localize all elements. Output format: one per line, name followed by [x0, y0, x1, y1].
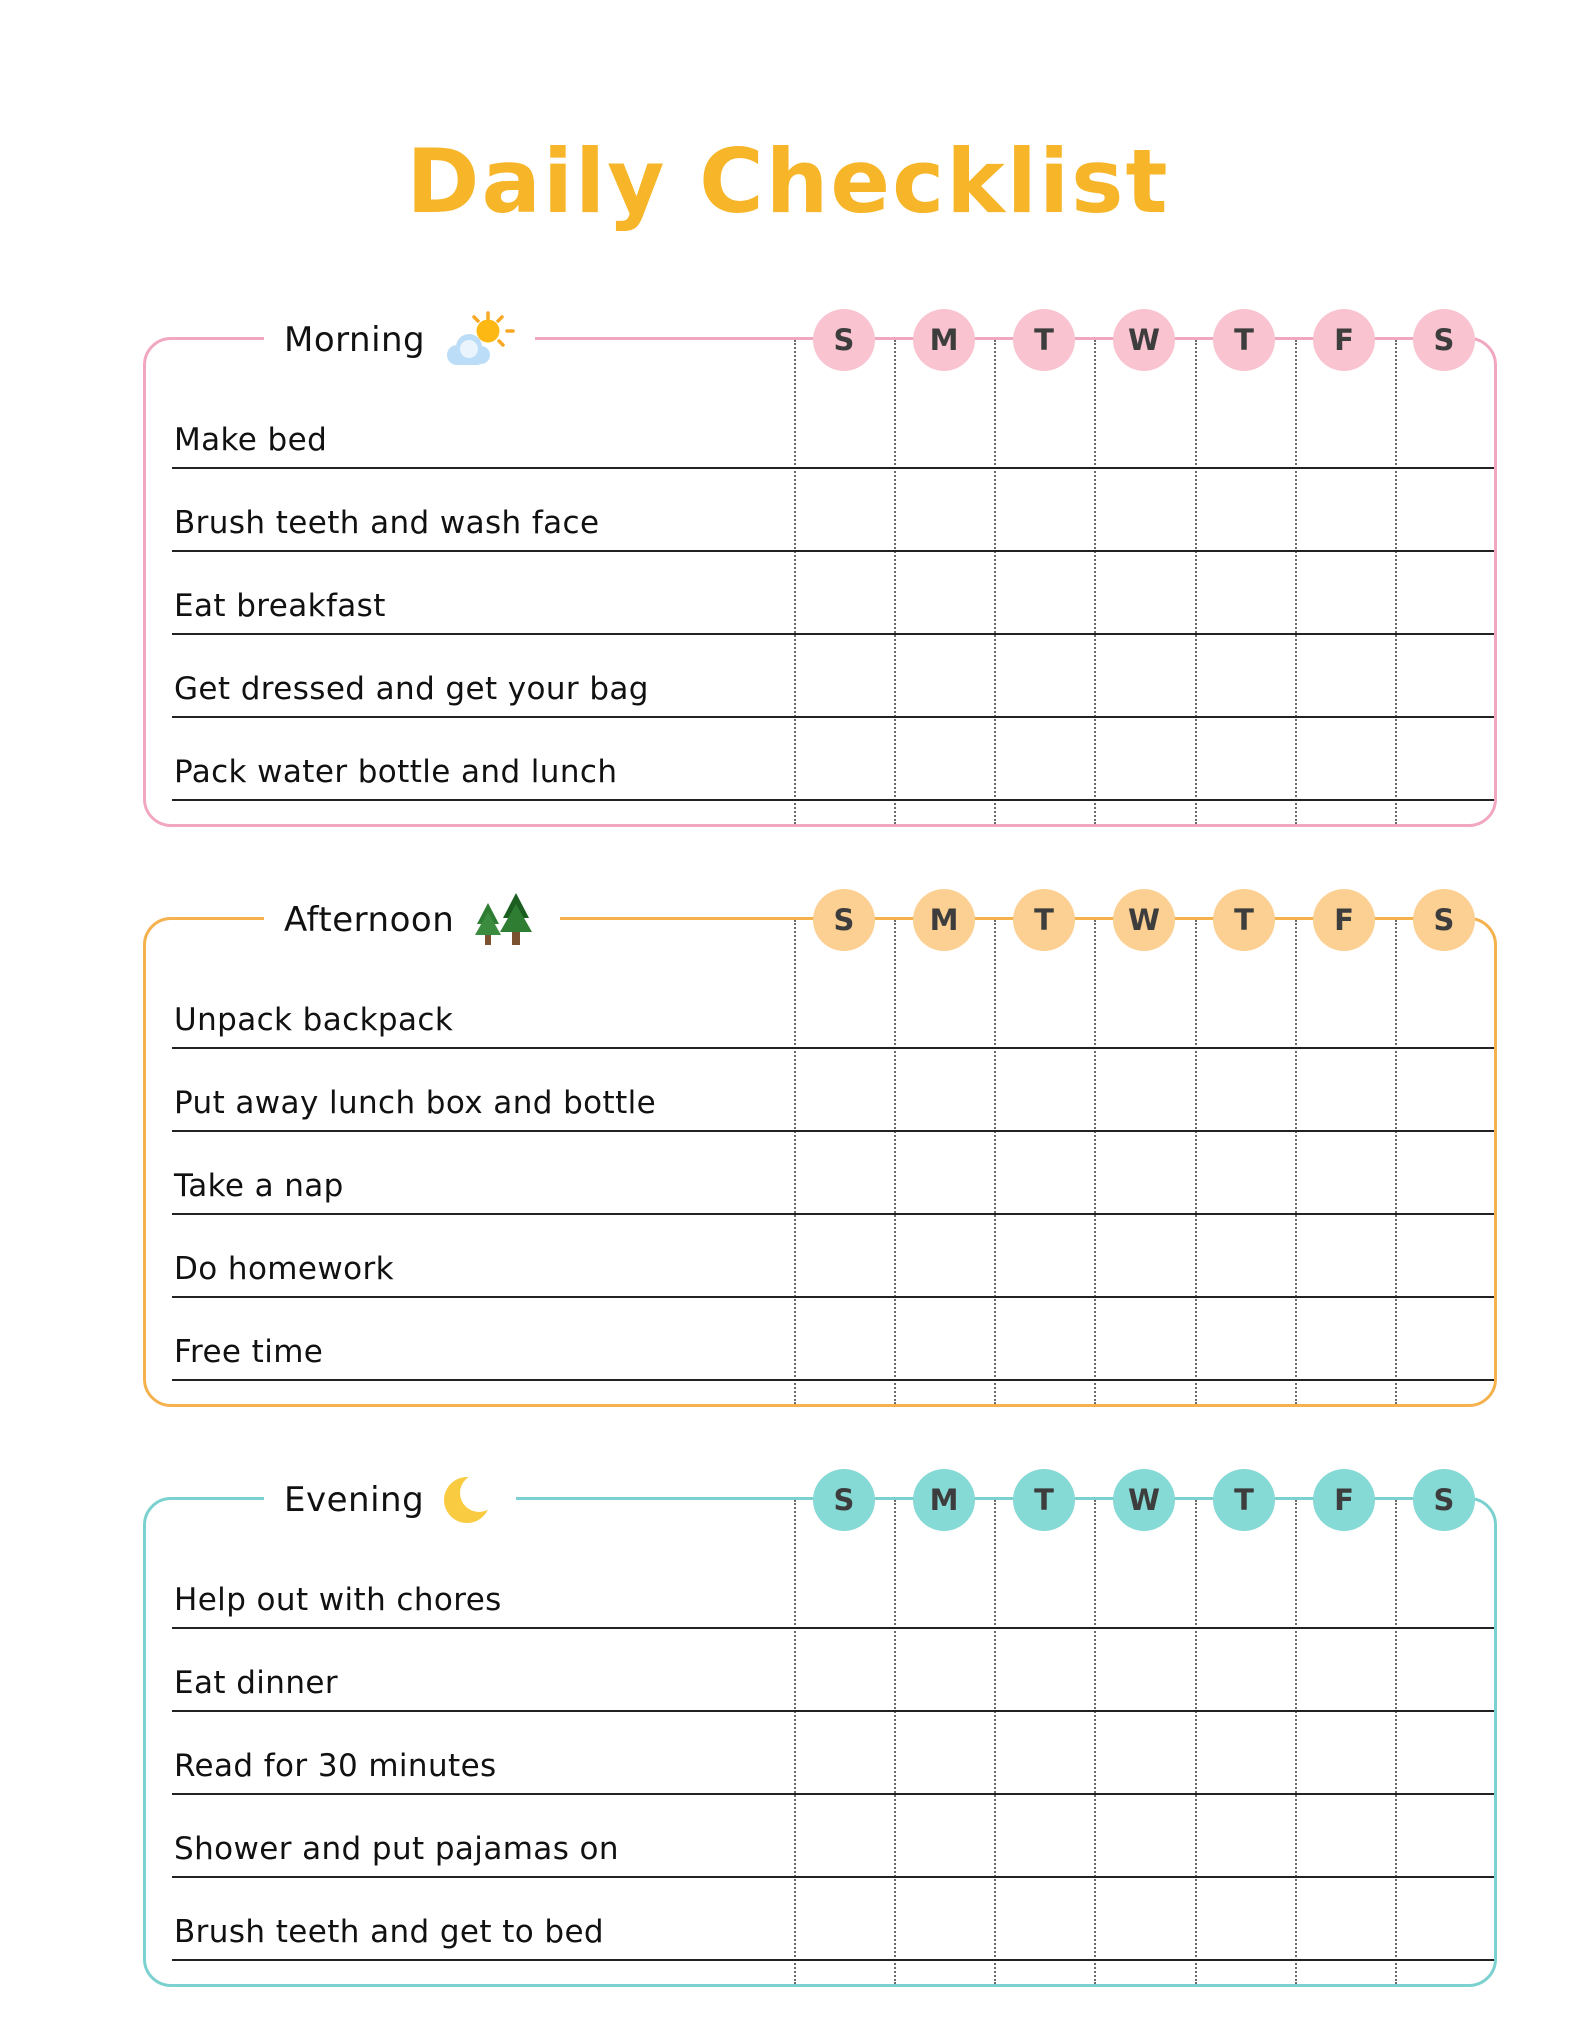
- day-circle-wed: W: [1113, 889, 1175, 951]
- day-circle-mon: M: [913, 309, 975, 371]
- day-cell: [1094, 309, 1194, 371]
- task-row: [172, 1298, 1494, 1381]
- task-label: Eat dinner: [174, 1665, 338, 1701]
- day-cell: [1194, 889, 1294, 951]
- task-row: [172, 552, 1494, 635]
- page-title: Daily Checklist: [406, 130, 1170, 233]
- morning-header: [264, 310, 535, 370]
- day-circle-fri: F: [1313, 309, 1375, 371]
- morning-title: Morning: [284, 320, 426, 360]
- day-cell: [894, 1469, 994, 1531]
- task-row: [172, 1795, 1494, 1878]
- task-label: Shower and put pajamas on: [174, 1831, 619, 1867]
- task-row: [172, 469, 1494, 552]
- day-cell: [994, 889, 1094, 951]
- day-circle-thu: T: [1213, 889, 1275, 951]
- day-cell: [1094, 1469, 1194, 1531]
- day-circle-sat: S: [1413, 1469, 1475, 1531]
- task-row: [172, 966, 1494, 1049]
- task-row: [172, 1215, 1494, 1298]
- task-label: Get dressed and get your bag: [174, 671, 649, 707]
- day-circle-fri: F: [1313, 889, 1375, 951]
- day-cell: [1394, 889, 1494, 951]
- day-cell: [1194, 309, 1294, 371]
- day-circle-sun: S: [813, 1469, 875, 1531]
- afternoon-title: Afternoon: [284, 900, 455, 940]
- day-cell: [1294, 309, 1394, 371]
- afternoon-day-header: [794, 889, 1494, 951]
- day-cell: [1294, 889, 1394, 951]
- day-cell: [1394, 1469, 1494, 1531]
- morning-day-header: [794, 309, 1494, 371]
- day-circle-tue: T: [1013, 889, 1075, 951]
- task-label: Free time: [174, 1334, 324, 1370]
- day-circle-tue: T: [1013, 309, 1075, 371]
- afternoon-header: [264, 890, 560, 950]
- day-cell: [1194, 1469, 1294, 1531]
- task-row: [172, 1546, 1494, 1629]
- task-label: Read for 30 minutes: [174, 1748, 497, 1784]
- sun-cloud-icon: [441, 311, 515, 369]
- task-row: [172, 1132, 1494, 1215]
- task-row: [172, 635, 1494, 718]
- afternoon-task-list: [146, 966, 1494, 1381]
- evening-header: [264, 1470, 516, 1530]
- task-row: [172, 1712, 1494, 1795]
- task-row: [172, 1049, 1494, 1132]
- day-cell: [794, 1469, 894, 1531]
- evening-task-list: [146, 1546, 1494, 1961]
- day-circle-thu: T: [1213, 1469, 1275, 1531]
- day-cell: [794, 309, 894, 371]
- day-circle-sun: S: [813, 889, 875, 951]
- section-morning: [143, 320, 1497, 827]
- evening-title: Evening: [284, 1480, 425, 1520]
- day-circle-wed: W: [1113, 309, 1175, 371]
- task-row: [172, 718, 1494, 801]
- task-label: Brush teeth and wash face: [174, 505, 600, 541]
- morning-task-list: [146, 386, 1494, 801]
- task-label: Take a nap: [174, 1168, 344, 1204]
- day-circle-sat: S: [1413, 309, 1475, 371]
- task-row: [172, 386, 1494, 469]
- evening-day-header: [794, 1469, 1494, 1531]
- day-cell: [994, 1469, 1094, 1531]
- task-label: Eat breakfast: [174, 588, 386, 624]
- day-circle-mon: M: [913, 889, 975, 951]
- day-cell: [894, 889, 994, 951]
- day-cell: [1394, 309, 1494, 371]
- day-cell: [794, 889, 894, 951]
- day-circle-wed: W: [1113, 1469, 1175, 1531]
- day-cell: [1094, 889, 1194, 951]
- day-cell: [1294, 1469, 1394, 1531]
- task-row: [172, 1878, 1494, 1961]
- task-label: Help out with chores: [174, 1582, 502, 1618]
- day-cell: [994, 309, 1094, 371]
- section-evening: [143, 1480, 1497, 1987]
- task-label: Make bed: [174, 422, 328, 458]
- day-circle-sat: S: [1413, 889, 1475, 951]
- day-circle-thu: T: [1213, 309, 1275, 371]
- trees-icon: [470, 891, 540, 949]
- section-afternoon: [143, 900, 1497, 1407]
- task-row: [172, 1629, 1494, 1712]
- day-circle-mon: M: [913, 1469, 975, 1531]
- task-label: Do homework: [174, 1251, 394, 1287]
- task-label: Brush teeth and get to bed: [174, 1914, 605, 1950]
- day-cell: [894, 309, 994, 371]
- day-circle-fri: F: [1313, 1469, 1375, 1531]
- task-label: Unpack backpack: [174, 1002, 454, 1038]
- day-circle-tue: T: [1013, 1469, 1075, 1531]
- task-label: Put away lunch box and bottle: [174, 1085, 657, 1121]
- day-circle-sun: S: [813, 309, 875, 371]
- task-label: Pack water bottle and lunch: [174, 754, 618, 790]
- moon-icon: [440, 1472, 496, 1528]
